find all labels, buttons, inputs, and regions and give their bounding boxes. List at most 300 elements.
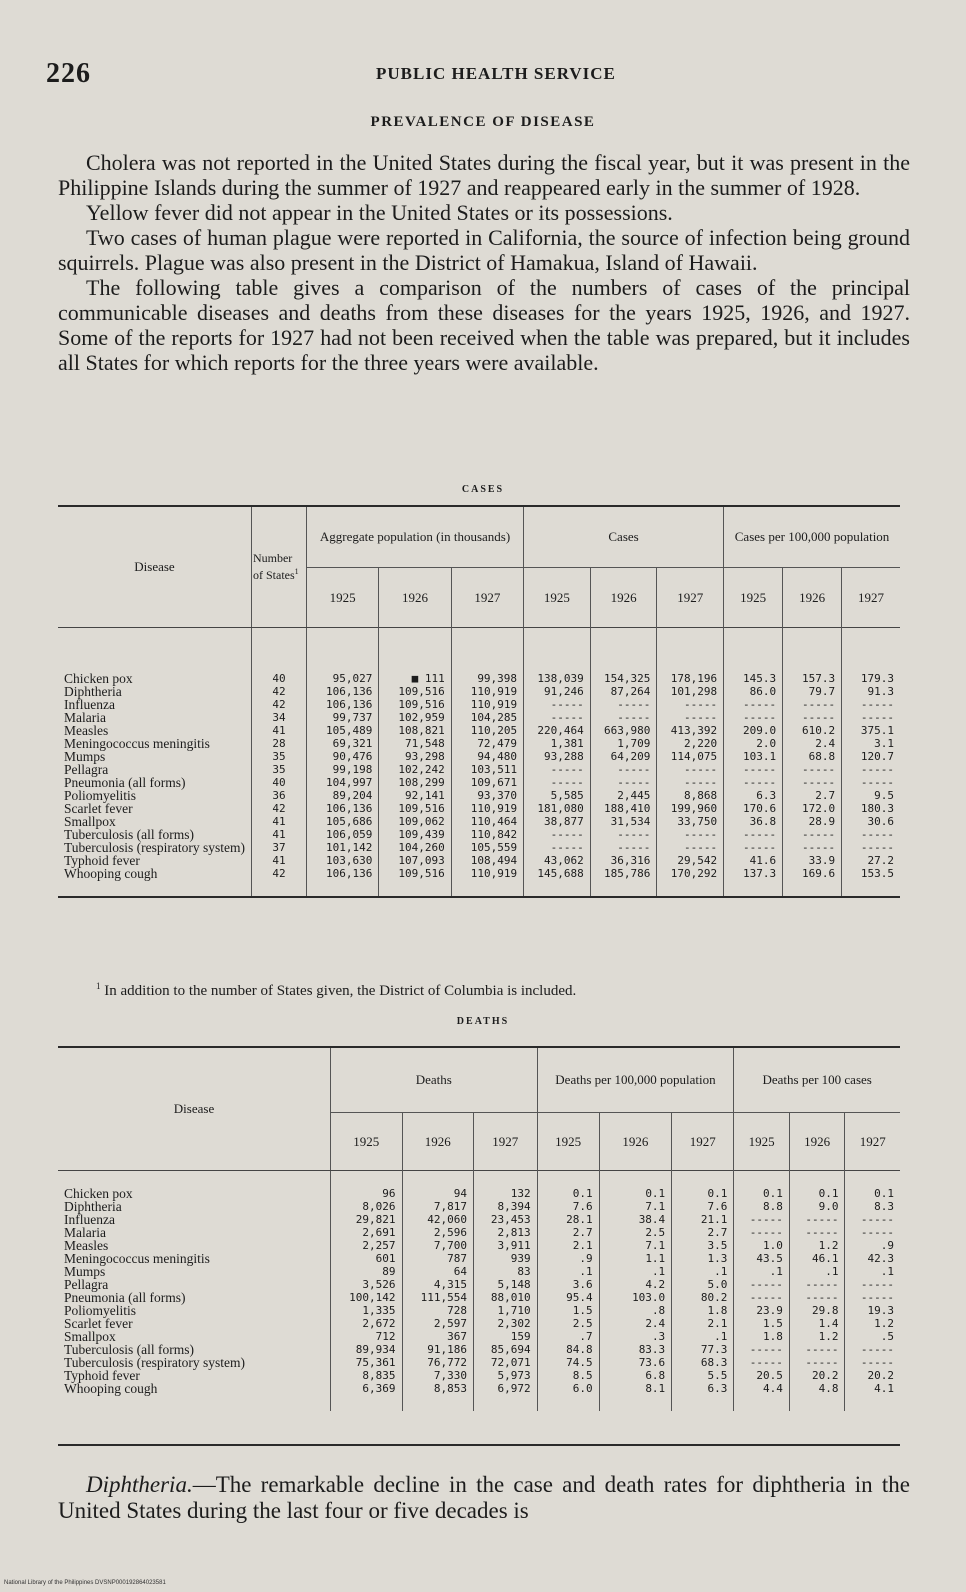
row-population: 102,242 bbox=[379, 763, 451, 776]
row-deaths: 94 bbox=[402, 1171, 474, 1201]
row-case-rate: 6.3 bbox=[724, 789, 783, 802]
row-cases: 29,542 bbox=[657, 854, 724, 867]
row-cases: 663,980 bbox=[590, 724, 657, 737]
row-case-fatality: ----- bbox=[860, 1343, 894, 1356]
row-death-rate: .1 bbox=[537, 1265, 599, 1278]
row-death-rate: 80.2 bbox=[672, 1291, 734, 1304]
row-cases: 1,381 bbox=[524, 737, 591, 750]
row-death-rate: 0.1 bbox=[672, 1171, 734, 1201]
row-cases: 64,209 bbox=[590, 750, 657, 763]
year-header: 1925 bbox=[734, 1113, 790, 1171]
row-death-rate: .1 bbox=[672, 1330, 734, 1343]
row-states: 42 bbox=[251, 698, 306, 711]
row-deaths: 1,710 bbox=[474, 1304, 538, 1317]
row-death-rate: 77.3 bbox=[672, 1343, 734, 1356]
row-case-rate: 9.5 bbox=[874, 789, 894, 802]
row-cases: 87,264 bbox=[590, 685, 657, 698]
row-death-rate: 2.7 bbox=[672, 1226, 734, 1239]
column-header-deaths-rate: Deaths per 100,000 population bbox=[537, 1047, 734, 1113]
year-header: 1926 bbox=[590, 568, 657, 628]
row-case-fatality: ----- bbox=[734, 1278, 790, 1291]
row-disease: Diphtheria bbox=[58, 685, 251, 698]
table-row bbox=[58, 854, 900, 867]
row-case-rate: ----- bbox=[783, 841, 842, 854]
row-disease: Measles bbox=[58, 724, 251, 737]
row-case-rate: 145.3 bbox=[724, 628, 783, 686]
table-row bbox=[58, 711, 900, 724]
row-cases: ----- bbox=[524, 841, 591, 854]
row-disease: Scarlet fever bbox=[58, 802, 251, 815]
row-deaths: 1,335 bbox=[331, 1304, 403, 1317]
year-header: 1926 bbox=[402, 1113, 474, 1171]
year-header: 1926 bbox=[789, 1113, 845, 1171]
row-deaths: 23,453 bbox=[474, 1213, 538, 1226]
footnote bbox=[96, 981, 576, 1000]
row-case-rate: ----- bbox=[783, 828, 842, 841]
row-population: 108,494 bbox=[451, 854, 523, 867]
cases-table-body bbox=[58, 628, 900, 898]
row-disease: Whooping cough bbox=[58, 1382, 331, 1411]
scan-imprint: National Library of the Philippines DVSNP000192864023581 bbox=[4, 1580, 166, 1586]
table-row bbox=[58, 1213, 900, 1226]
row-case-rate: ----- bbox=[783, 711, 842, 724]
row-death-rate: 28.1 bbox=[537, 1213, 599, 1226]
row-case-fatality: 8.8 bbox=[734, 1200, 790, 1213]
row-population: 109,439 bbox=[379, 828, 451, 841]
intro-text bbox=[58, 150, 910, 375]
row-case-fatality: ----- bbox=[789, 1213, 845, 1226]
row-case-rate: 153.5 bbox=[860, 867, 894, 880]
row-case-rate: 41.6 bbox=[724, 854, 783, 867]
row-disease: Pellagra bbox=[58, 763, 251, 776]
deaths-table-body bbox=[58, 1171, 900, 1412]
row-deaths: 89 bbox=[331, 1265, 403, 1278]
row-population: 89,204 bbox=[306, 789, 378, 802]
row-death-rate: .9 bbox=[537, 1252, 599, 1265]
row-death-rate: 7.1 bbox=[599, 1200, 672, 1213]
row-states: 35 bbox=[251, 763, 306, 776]
year-header: 1925 bbox=[331, 1113, 403, 1171]
row-disease: Whooping cough bbox=[58, 867, 251, 897]
row-cases: ----- bbox=[524, 763, 591, 776]
year-header: 1927 bbox=[474, 1113, 538, 1171]
row-cases: ----- bbox=[657, 711, 724, 724]
row-population: 93,298 bbox=[379, 750, 451, 763]
row-case-fatality: 0.1 bbox=[789, 1171, 845, 1201]
section-heading: PREVALENCE OF DISEASE bbox=[370, 114, 596, 130]
row-death-rate: 5.0 bbox=[672, 1278, 734, 1291]
row-case-fatality: ----- bbox=[860, 1226, 894, 1239]
page-number: 226 bbox=[46, 58, 91, 89]
column-header-case-fatality: Deaths per 100 cases bbox=[734, 1047, 900, 1113]
row-population: 92,141 bbox=[379, 789, 451, 802]
row-population: 109,516 bbox=[379, 802, 451, 815]
row-case-fatality: ----- bbox=[860, 1213, 894, 1226]
row-death-rate: 1.1 bbox=[599, 1252, 672, 1265]
year-header: 1926 bbox=[599, 1113, 672, 1171]
row-case-fatality: .1 bbox=[734, 1265, 790, 1278]
row-deaths: 3,911 bbox=[474, 1239, 538, 1252]
row-disease: Chicken pox bbox=[58, 1171, 331, 1201]
row-case-fatality: .1 bbox=[880, 1265, 894, 1278]
row-cases: 220,464 bbox=[524, 724, 591, 737]
row-cases: 2,445 bbox=[590, 789, 657, 802]
row-death-rate: 2.1 bbox=[672, 1317, 734, 1330]
row-death-rate: 3.5 bbox=[672, 1239, 734, 1252]
row-death-rate: 7.6 bbox=[672, 1200, 734, 1213]
row-case-fatality: ----- bbox=[860, 1278, 894, 1291]
year-header: 1925 bbox=[537, 1113, 599, 1171]
row-cases: 138,039 bbox=[524, 628, 591, 686]
row-case-fatality: 20.5 bbox=[734, 1369, 790, 1382]
row-population: 110,205 bbox=[451, 724, 523, 737]
row-case-rate: 180.3 bbox=[860, 802, 894, 815]
year-header: 1927 bbox=[858, 589, 885, 605]
row-population: 106,136 bbox=[306, 802, 378, 815]
row-cases: 145,688 bbox=[524, 867, 591, 897]
table-row bbox=[58, 685, 900, 698]
row-population: 110,842 bbox=[451, 828, 523, 841]
row-cases: ----- bbox=[524, 828, 591, 841]
year-header: 1927 bbox=[451, 568, 523, 628]
row-deaths: 2,257 bbox=[331, 1239, 403, 1252]
row-case-rate: 179.3 bbox=[860, 672, 894, 685]
row-case-fatality: ----- bbox=[789, 1226, 845, 1239]
row-death-rate: 1.5 bbox=[537, 1304, 599, 1317]
row-death-rate: 3.6 bbox=[537, 1278, 599, 1291]
row-death-rate: 7.1 bbox=[599, 1239, 672, 1252]
row-disease: Poliomyelitis bbox=[58, 789, 251, 802]
row-case-rate: 172.0 bbox=[783, 802, 842, 815]
row-case-fatality: 4.8 bbox=[789, 1382, 845, 1411]
row-case-rate: ----- bbox=[860, 776, 894, 789]
row-case-fatality: ----- bbox=[734, 1291, 790, 1304]
row-disease: Poliomyelitis bbox=[58, 1304, 331, 1317]
closing-lead: Diphtheria. bbox=[86, 1472, 193, 1497]
row-cases: ----- bbox=[590, 698, 657, 711]
row-case-fatality: ----- bbox=[789, 1356, 845, 1369]
row-death-rate: 7.6 bbox=[537, 1200, 599, 1213]
row-cases: 199,960 bbox=[657, 802, 724, 815]
column-header-deaths: Deaths bbox=[331, 1047, 538, 1113]
row-disease: Chicken pox bbox=[58, 628, 251, 686]
table-row bbox=[58, 1200, 900, 1213]
row-population: 101,142 bbox=[306, 841, 378, 854]
row-case-rate: ----- bbox=[724, 698, 783, 711]
row-deaths: 4,315 bbox=[402, 1278, 474, 1291]
row-population: 104,260 bbox=[379, 841, 451, 854]
year-header: 1926 bbox=[379, 568, 451, 628]
row-deaths: 7,700 bbox=[402, 1239, 474, 1252]
row-death-rate: .1 bbox=[672, 1265, 734, 1278]
row-disease: Mumps bbox=[58, 1265, 331, 1278]
row-case-fatality: 9.0 bbox=[789, 1200, 845, 1213]
row-cases: 181,080 bbox=[524, 802, 591, 815]
row-case-fatality: 43.5 bbox=[734, 1252, 790, 1265]
row-disease: Pneumonia (all forms) bbox=[58, 776, 251, 789]
row-death-rate: 8.1 bbox=[599, 1382, 672, 1411]
row-population: 110,464 bbox=[451, 815, 523, 828]
row-disease: Scarlet fever bbox=[58, 1317, 331, 1330]
row-states: 42 bbox=[251, 685, 306, 698]
row-population: 104,285 bbox=[451, 711, 523, 724]
table-row bbox=[58, 776, 900, 789]
row-cases: 114,075 bbox=[657, 750, 724, 763]
row-states: 28 bbox=[251, 737, 306, 750]
row-death-rate: 5.5 bbox=[672, 1369, 734, 1382]
row-deaths: 8,835 bbox=[331, 1369, 403, 1382]
table-row bbox=[58, 737, 900, 750]
row-disease: Pellagra bbox=[58, 1278, 331, 1291]
row-deaths: 787 bbox=[402, 1252, 474, 1265]
row-deaths: 88,010 bbox=[474, 1291, 538, 1304]
row-disease: Influenza bbox=[58, 698, 251, 711]
row-cases: ----- bbox=[657, 698, 724, 711]
row-case-rate: 68.8 bbox=[783, 750, 842, 763]
row-death-rate: 6.0 bbox=[537, 1382, 599, 1411]
row-case-rate: 3.1 bbox=[874, 737, 894, 750]
row-death-rate: .3 bbox=[599, 1330, 672, 1343]
row-states: 40 bbox=[251, 628, 306, 686]
intro-paragraph: Cholera was not reported in the United States during the fiscal year, but it was present in the Philippine Islands during the summer of 1927 and reappeared early in the summer of 1928. bbox=[58, 150, 910, 200]
row-death-rate: 6.8 bbox=[599, 1369, 672, 1382]
row-population: 105,686 bbox=[306, 815, 378, 828]
row-case-fatality: 20.2 bbox=[867, 1369, 894, 1382]
year-header: 1927 bbox=[859, 1133, 886, 1149]
row-case-rate: ----- bbox=[724, 763, 783, 776]
row-population: 108,299 bbox=[379, 776, 451, 789]
row-case-rate: ----- bbox=[783, 776, 842, 789]
row-case-rate: ----- bbox=[724, 828, 783, 841]
table-row bbox=[58, 802, 900, 815]
year-header: 1925 bbox=[306, 568, 378, 628]
row-population: 93,370 bbox=[451, 789, 523, 802]
row-case-fatality: ----- bbox=[860, 1356, 894, 1369]
row-case-fatality: 1.8 bbox=[734, 1330, 790, 1343]
row-case-rate: ----- bbox=[783, 763, 842, 776]
intro-paragraph: The following table gives a comparison of the numbers of cases of the principal communicable diseases and deaths from these diseases for the years 1925, 1926, and 1927. Some of the reports for 1927 had not been received when the table was prepared, but it includes all States for which reports for the three years were available. bbox=[58, 275, 910, 375]
row-population: 103,511 bbox=[451, 763, 523, 776]
row-cases: 154,325 bbox=[590, 628, 657, 686]
running-head: PUBLIC HEALTH SERVICE bbox=[376, 64, 616, 83]
table-row bbox=[58, 789, 900, 802]
row-case-fatality: 1.0 bbox=[734, 1239, 790, 1252]
row-deaths: 76,772 bbox=[402, 1356, 474, 1369]
row-deaths: 6,972 bbox=[474, 1382, 538, 1411]
row-case-fatality: ----- bbox=[734, 1213, 790, 1226]
row-deaths: 132 bbox=[474, 1171, 538, 1201]
cases-table bbox=[58, 505, 900, 898]
row-case-rate: 79.7 bbox=[783, 685, 842, 698]
row-population: 109,516 bbox=[379, 698, 451, 711]
row-population: 105,489 bbox=[306, 724, 378, 737]
row-population: 71,548 bbox=[379, 737, 451, 750]
row-case-rate: ----- bbox=[724, 711, 783, 724]
row-case-rate: 27.2 bbox=[867, 854, 894, 867]
table-row bbox=[58, 1382, 900, 1411]
row-case-fatality: 0.1 bbox=[874, 1187, 894, 1200]
row-case-rate: 610.2 bbox=[783, 724, 842, 737]
row-cases: ----- bbox=[524, 776, 591, 789]
row-disease: Meningococcus meningitis bbox=[58, 1252, 331, 1265]
row-population: 110,919 bbox=[451, 867, 523, 897]
row-case-rate: ----- bbox=[860, 711, 894, 724]
row-case-rate: 157.3 bbox=[783, 628, 842, 686]
row-case-rate: 169.6 bbox=[783, 867, 842, 897]
row-cases: 185,786 bbox=[590, 867, 657, 897]
row-population: 90,476 bbox=[306, 750, 378, 763]
row-case-rate: 137.3 bbox=[724, 867, 783, 897]
row-disease: Smallpox bbox=[58, 1330, 331, 1343]
row-cases: 91,246 bbox=[524, 685, 591, 698]
row-population: 107,093 bbox=[379, 854, 451, 867]
row-case-rate: 209.0 bbox=[724, 724, 783, 737]
row-population: 94,480 bbox=[451, 750, 523, 763]
row-case-fatality: 19.3 bbox=[867, 1304, 894, 1317]
row-states: 37 bbox=[251, 841, 306, 854]
row-population: 106,136 bbox=[306, 685, 378, 698]
row-death-rate: .1 bbox=[599, 1265, 672, 1278]
row-disease: Influenza bbox=[58, 1213, 331, 1226]
row-states: 42 bbox=[251, 802, 306, 815]
row-case-rate: ----- bbox=[860, 763, 894, 776]
column-header-cases: Cases bbox=[524, 506, 724, 568]
closing-paragraph bbox=[58, 1472, 910, 1524]
row-deaths: 3,526 bbox=[331, 1278, 403, 1291]
row-cases: ----- bbox=[590, 841, 657, 854]
row-death-rate: 2.5 bbox=[599, 1226, 672, 1239]
row-states: 41 bbox=[251, 828, 306, 841]
row-states: 34 bbox=[251, 711, 306, 724]
row-population: 95,027 bbox=[306, 628, 378, 686]
row-deaths: 89,934 bbox=[331, 1343, 403, 1356]
row-cases: 2,220 bbox=[657, 737, 724, 750]
row-case-fatality: 1.4 bbox=[789, 1317, 845, 1330]
row-population: 110,919 bbox=[451, 685, 523, 698]
table-row bbox=[58, 1252, 900, 1265]
row-states: 41 bbox=[251, 724, 306, 737]
table-row bbox=[58, 1369, 900, 1382]
row-deaths: 712 bbox=[331, 1330, 403, 1343]
row-case-rate: 103.1 bbox=[724, 750, 783, 763]
row-population: 108,821 bbox=[379, 724, 451, 737]
row-case-fatality: 1.5 bbox=[734, 1317, 790, 1330]
row-deaths: 2,596 bbox=[402, 1226, 474, 1239]
row-case-fatality: .1 bbox=[789, 1265, 845, 1278]
column-header-disease: Disease bbox=[58, 506, 251, 628]
row-deaths: 939 bbox=[474, 1252, 538, 1265]
row-case-rate: 375.1 bbox=[860, 724, 894, 737]
row-cases: 31,534 bbox=[590, 815, 657, 828]
row-deaths: 8,026 bbox=[331, 1200, 403, 1213]
row-case-rate: ----- bbox=[860, 698, 894, 711]
row-disease: Diphtheria bbox=[58, 1200, 331, 1213]
row-population: 106,136 bbox=[306, 698, 378, 711]
year-header: 1927 bbox=[672, 1113, 734, 1171]
column-header-population: Aggregate population (in thousands) bbox=[306, 506, 523, 568]
row-population: 99,398 bbox=[451, 628, 523, 686]
row-case-fatality: 1.2 bbox=[789, 1239, 845, 1252]
closing-text: —The remarkable decline in the case and death rates for diphtheria in the United States during the last four or five decades is bbox=[58, 1472, 910, 1523]
row-death-rate: 2.5 bbox=[537, 1317, 599, 1330]
table-row bbox=[58, 841, 900, 854]
table-row bbox=[58, 1304, 900, 1317]
cases-table-caption: CASES bbox=[461, 484, 505, 495]
row-population: 105,559 bbox=[451, 841, 523, 854]
row-death-rate: 1.8 bbox=[672, 1304, 734, 1317]
row-deaths: 7,817 bbox=[402, 1200, 474, 1213]
row-deaths: 29,821 bbox=[331, 1213, 403, 1226]
row-case-fatality: 29.8 bbox=[789, 1304, 845, 1317]
row-case-fatality: 4.4 bbox=[734, 1382, 790, 1411]
row-deaths: 83 bbox=[474, 1265, 538, 1278]
row-deaths: 72,071 bbox=[474, 1356, 538, 1369]
row-death-rate: 95.4 bbox=[537, 1291, 599, 1304]
row-population: 109,671 bbox=[451, 776, 523, 789]
row-deaths: 5,973 bbox=[474, 1369, 538, 1382]
row-deaths: 42,060 bbox=[402, 1213, 474, 1226]
row-deaths: 91,186 bbox=[402, 1343, 474, 1356]
row-case-fatality: ----- bbox=[860, 1291, 894, 1304]
row-cases: ----- bbox=[590, 763, 657, 776]
row-population: 109,516 bbox=[379, 685, 451, 698]
row-population: 69,321 bbox=[306, 737, 378, 750]
row-death-rate: 74.5 bbox=[537, 1356, 599, 1369]
row-cases: 38,877 bbox=[524, 815, 591, 828]
row-case-rate: ----- bbox=[860, 841, 894, 854]
row-death-rate: 84.8 bbox=[537, 1343, 599, 1356]
row-case-rate: 91.3 bbox=[867, 685, 894, 698]
row-death-rate: 2.1 bbox=[537, 1239, 599, 1252]
row-population: 109,516 bbox=[379, 867, 451, 897]
row-disease: Pneumonia (all forms) bbox=[58, 1291, 331, 1304]
row-death-rate: .7 bbox=[537, 1330, 599, 1343]
table-row bbox=[58, 1356, 900, 1369]
row-case-fatality: .5 bbox=[880, 1330, 894, 1343]
column-header-states bbox=[251, 506, 306, 628]
row-deaths: 728 bbox=[402, 1304, 474, 1317]
row-population: 99,198 bbox=[306, 763, 378, 776]
row-death-rate: 8.5 bbox=[537, 1369, 599, 1382]
row-case-rate: 2.4 bbox=[783, 737, 842, 750]
row-disease: Mumps bbox=[58, 750, 251, 763]
row-disease: Malaria bbox=[58, 711, 251, 724]
row-deaths: 159 bbox=[474, 1330, 538, 1343]
table-row bbox=[58, 1265, 900, 1278]
row-cases: ----- bbox=[590, 776, 657, 789]
row-case-fatality: 4.1 bbox=[874, 1382, 894, 1395]
row-case-fatality: ----- bbox=[734, 1226, 790, 1239]
row-deaths: 601 bbox=[331, 1252, 403, 1265]
row-population: 110,919 bbox=[451, 698, 523, 711]
row-population: 104,997 bbox=[306, 776, 378, 789]
row-case-rate: 33.9 bbox=[783, 854, 842, 867]
row-case-fatality: ----- bbox=[789, 1278, 845, 1291]
row-case-rate: ----- bbox=[724, 776, 783, 789]
column-header-cases-rate: Cases per 100,000 population bbox=[724, 506, 900, 568]
row-death-rate: 68.3 bbox=[672, 1356, 734, 1369]
row-case-fatality: 20.2 bbox=[789, 1369, 845, 1382]
row-cases: ----- bbox=[657, 841, 724, 854]
footnote-mark: 1 bbox=[96, 981, 101, 991]
row-cases: ----- bbox=[657, 776, 724, 789]
row-deaths: 5,148 bbox=[474, 1278, 538, 1291]
row-deaths: 64 bbox=[402, 1265, 474, 1278]
row-disease: Malaria bbox=[58, 1226, 331, 1239]
row-disease: Tuberculosis (respiratory system) bbox=[58, 1356, 331, 1369]
row-deaths: 7,330 bbox=[402, 1369, 474, 1382]
deaths-table-caption: DEATHS bbox=[456, 1016, 510, 1027]
